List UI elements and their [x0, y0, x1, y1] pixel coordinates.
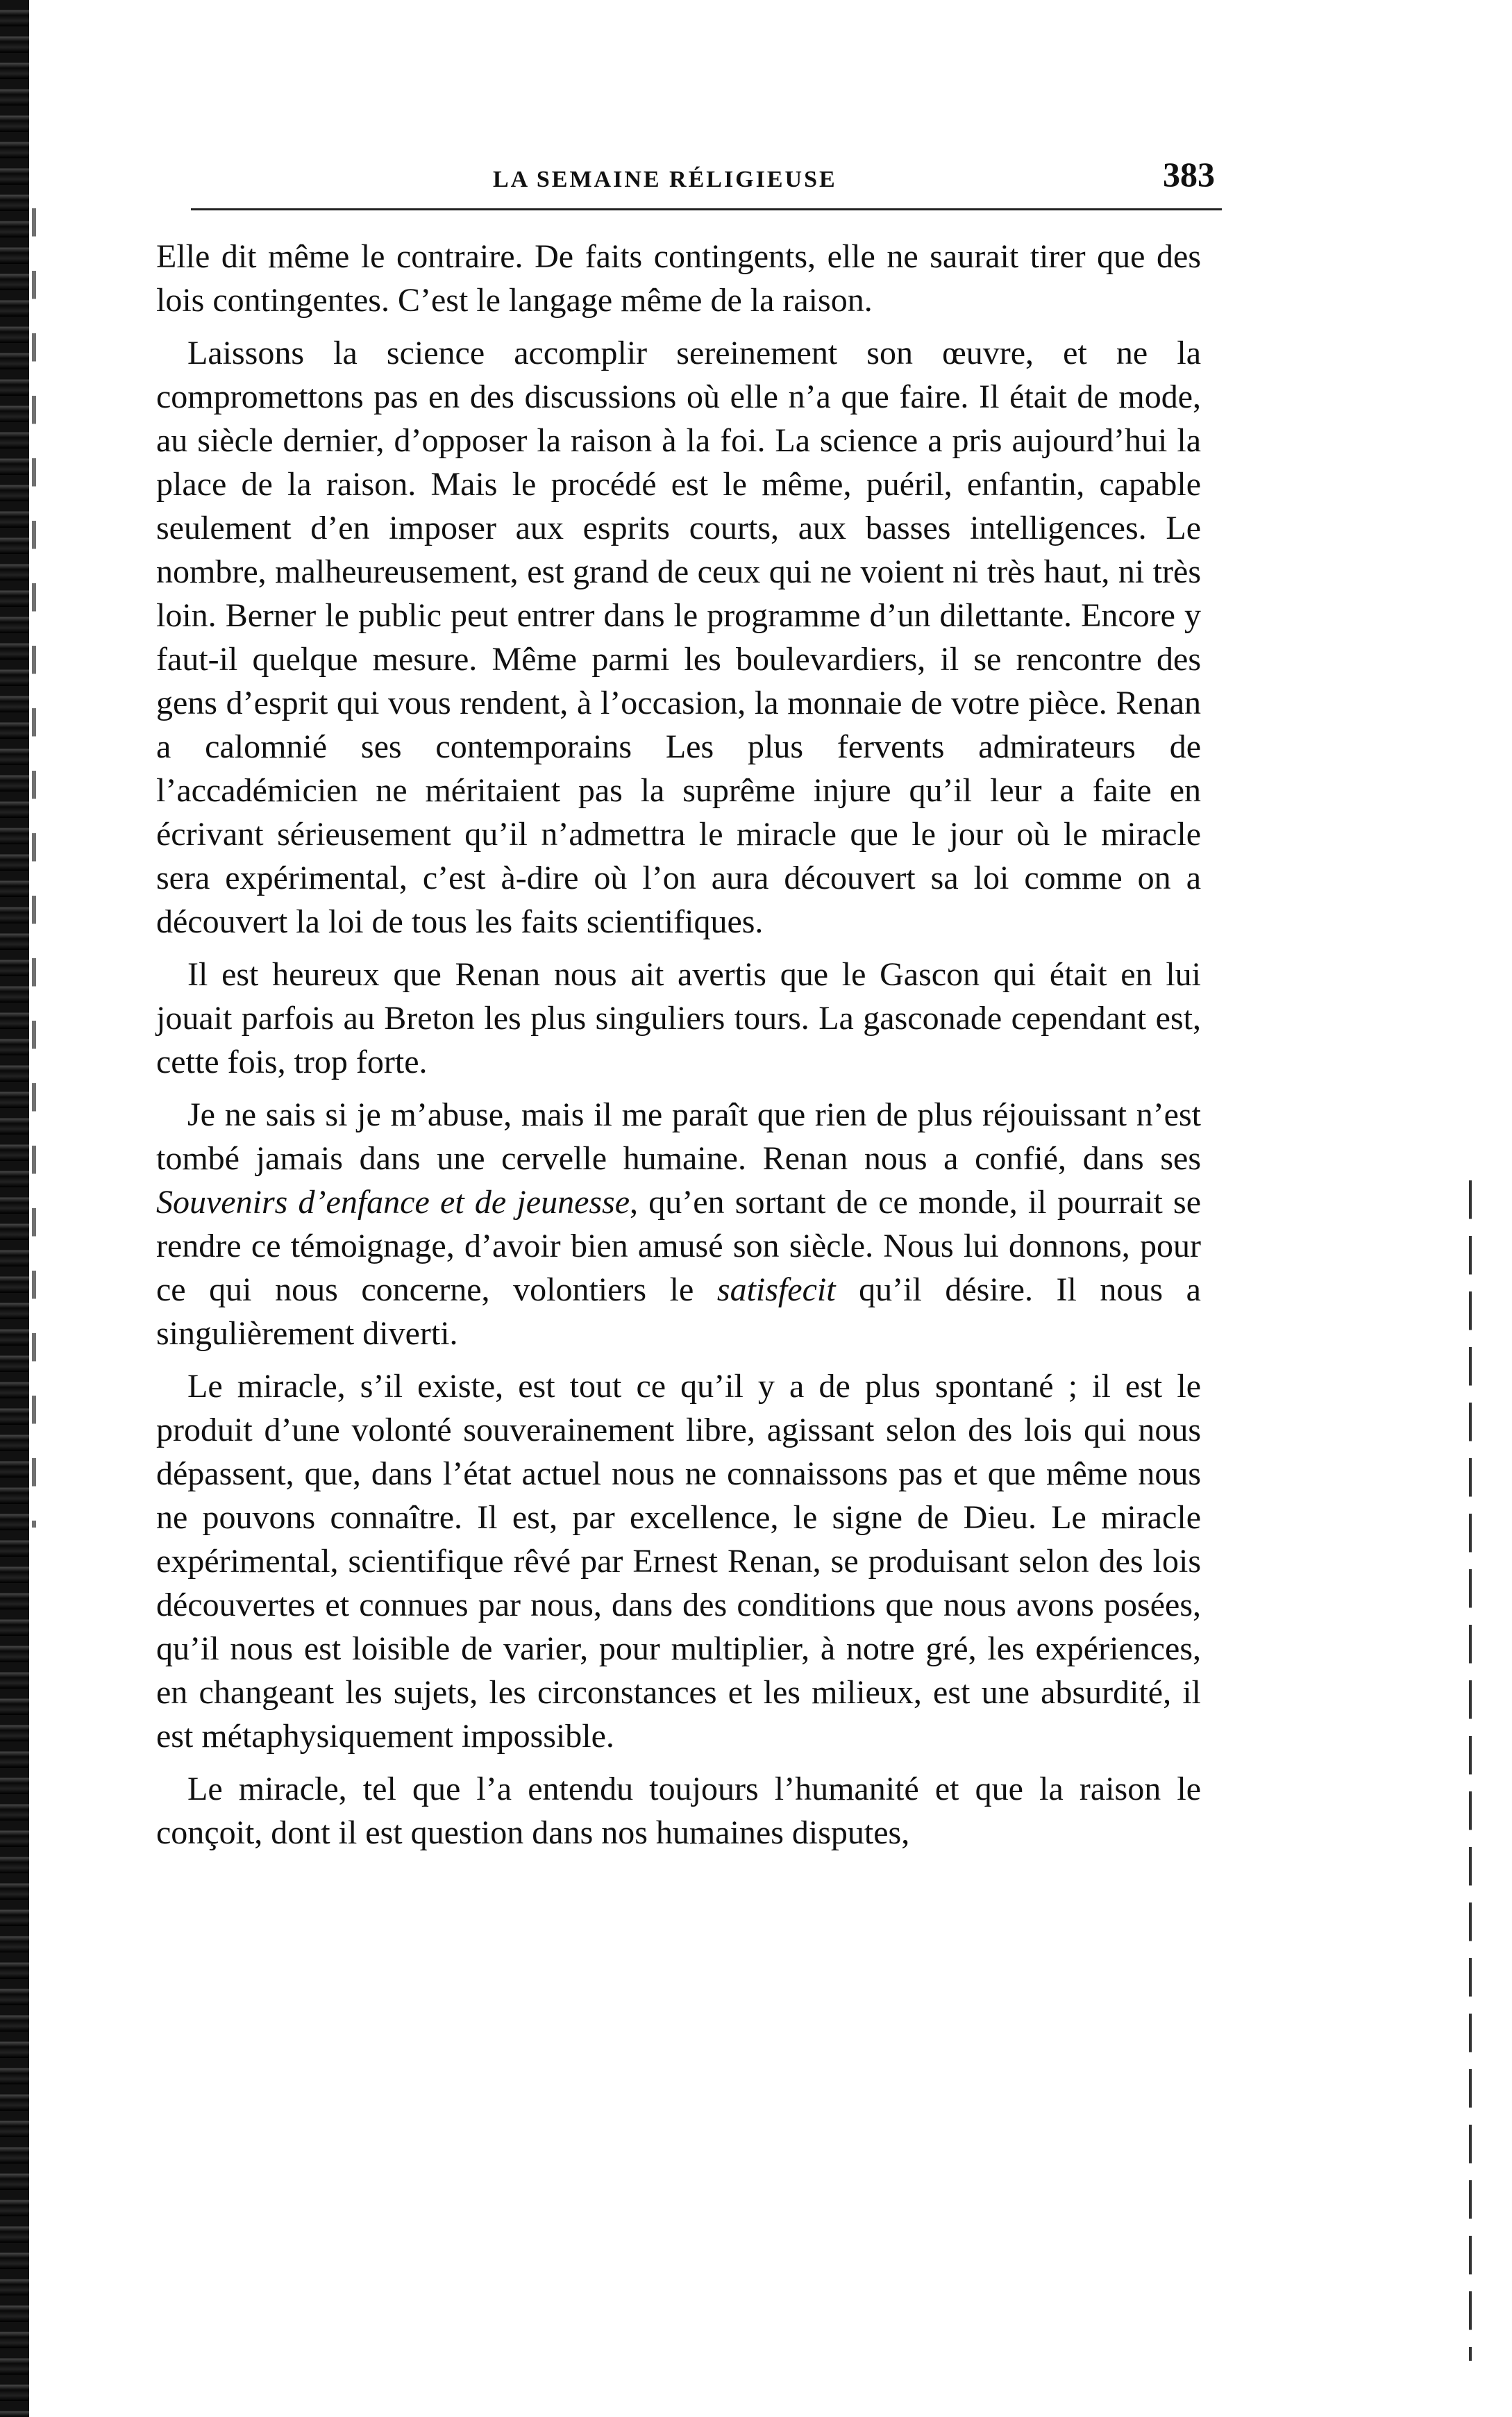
paragraph-2: Laissons la science accomplir sereinement son œuvre, et ne la compromettons pas en des discussions où elle n’a que faire. Il était de mode, au siècle dernier, d’opposer la raison à la foi. La science a pris aujourd’hui la place de la raison. Mais le procédé est le même, puéril, enfantin, capable seulement d’en imposer aux esprits courts, aux basses intelligences. Le nombre, malheureusement, est grand de ceux qui ne voient ni très haut, ni très loin. Berner le public peut entrer dans le programme d’un dilettante. Encore y faut-il quelque mesure. Même parmi les boulevardiers, il se rencontre des gens d’esprit qui vous rendent, à l’occasion, la monnaie de votre pièce. Renan a calomnié ses contemporains Les plus fervents admirateurs de l’accadémicien ne méritaient pas la suprême injure qu’il leur a faite en écrivant sérieusement qu’il n’admettra le miracle que le jour où le miracle sera expérimental, c’est à-dire où l’on aura découvert sa loi comme on a découvert la loi de tous les faits scientifiques.	[156, 335, 1201, 940]
running-title: LA SEMAINE RÉLIGIEUSE	[493, 167, 837, 192]
scan-border-left	[0, 0, 29, 2417]
paragraph-4-part-c: qu’il désire. Il nous a singulièrement diverti.	[156, 1271, 1201, 1352]
body-text	[156, 235, 1201, 1864]
scan-border-left-inner	[32, 208, 36, 1528]
paragraph-4-part-b: , qu’en sortant de ce monde, il pourrait se rendre ce témoignage, d’avoir bien amusé son siècle. Nous lui donnons, pour ce qui nous concerne, volontiers le	[156, 1184, 1201, 1308]
paragraph-3: Il est heureux que Renan nous ait avertis que le Gascon qui était en lui jouait parfois au Breton les plus singuliers tours. La gasconade cependant est, cette fois, trop forte.	[156, 956, 1201, 1080]
paragraph-1: Elle dit même le contraire. De faits contingents, elle ne saurait tirer que des lois contingentes. C’est le langage même de la raison.	[156, 238, 1201, 319]
scan-border-right	[1469, 1180, 1472, 2361]
paragraph-5: Le miracle, s’il existe, est tout ce qu’il y a de plus spontané ; il est le produit d’une volonté souverainement libre, agissant selon des lois qui nous dépassent, que, dans l’état actuel nous ne connaissons pas et que même nous ne pouvons connaître. Il est, par excellence, le signe de Dieu. Le miracle expérimental, scientifique rêvé par Ernest Renan, se produisant selon des lois découvertes et connues par nous, dans des conditions que nous avons posées, qu’il nous est loisible de varier, pour multiplier, à notre gré, les expériences, en changeant les sujets, les circonstances et les milieux, est une absurdité, il est métaphysiquement impossible.	[156, 1368, 1201, 1755]
page-header	[156, 155, 1236, 207]
book-title-italic: Souvenirs d’enfance et de jeunesse	[156, 1184, 630, 1221]
paragraph-4-part-a: Je ne sais si je m’abuse, mais il me paraît que rien de plus réjouissant n’est tombé jamais dans une cervelle humaine. Renan nous a confié, dans ses	[156, 1096, 1201, 1177]
satisfecit-italic: satisfecit	[716, 1271, 836, 1308]
paragraph-4	[156, 1093, 1201, 1355]
paragraph-6: Le miracle, tel que l’a entendu toujours l’humanité et que la raison le conçoit, dont il est question dans nos humaines disputes,	[156, 1771, 1201, 1851]
page-number: 383	[1163, 155, 1215, 194]
header-rule	[191, 208, 1222, 210]
